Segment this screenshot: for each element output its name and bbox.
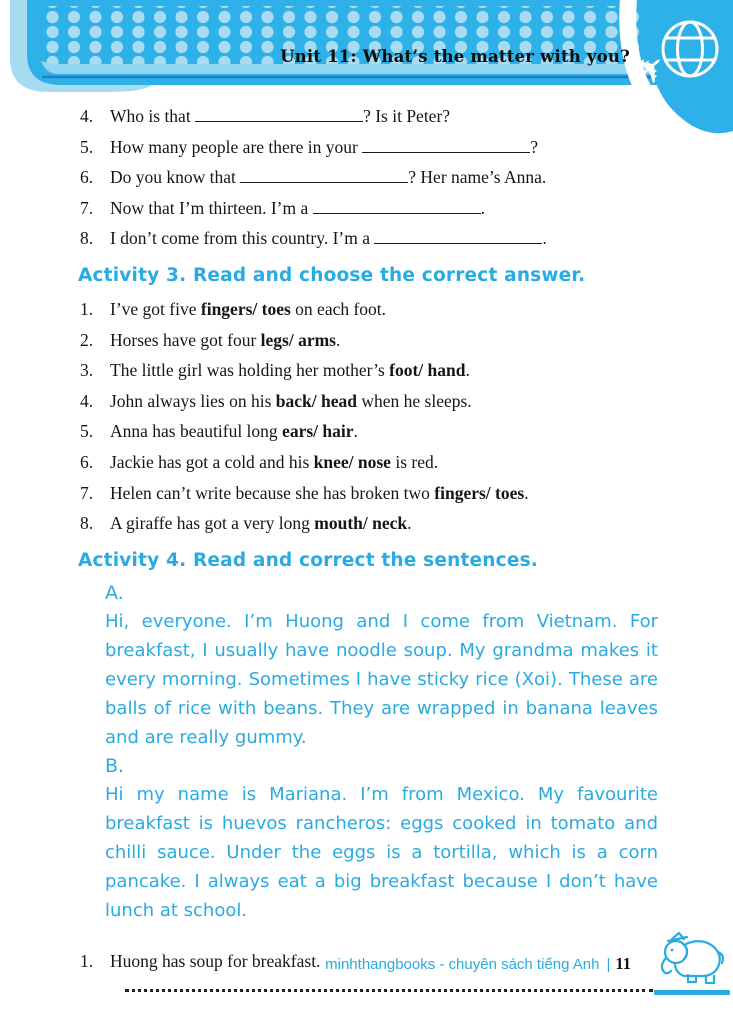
item-number: 2.	[80, 329, 94, 350]
list-item	[80, 355, 658, 386]
item-text: Do you know that ? Her name’s Anna.	[110, 167, 547, 188]
item-number: 3.	[80, 360, 94, 381]
choice-words: back/ head	[275, 390, 357, 411]
item-text: Helen can’t write because she has broken two fingers/ toes.	[110, 482, 529, 503]
list-item	[80, 294, 658, 325]
list-item	[80, 386, 658, 417]
footer-brand: minhthangbooks - chuyên sách tiếng Anh	[325, 956, 600, 973]
paragraph-b: Hi my name is Mariana. I’m from Mexico. My favourite breakfast is huevos rancheros: eggs cooked in tomato and chilli sauce. Under the eggs is a tortilla, which is a corn pancake. I always eat a big breakfast because I don’t have lunch at school.	[105, 783, 658, 921]
item-text: John always lies on his back/ head when he sleeps.	[110, 390, 472, 411]
publisher-logo	[654, 930, 730, 995]
list-item	[80, 101, 658, 132]
choice-words: ears/ hair	[282, 421, 354, 442]
list-item	[80, 416, 658, 447]
fill-in-blank	[313, 199, 481, 214]
item-text: Huong has soup for breakfast.	[110, 950, 321, 971]
item-number: 7.	[80, 482, 94, 503]
activity4-title: Activity 4. Read and correct the sentences.	[78, 549, 539, 571]
list-item	[80, 162, 658, 193]
fill-in-blank	[362, 138, 530, 153]
item-number: 7.	[80, 197, 94, 218]
airplane-icon: ✈	[621, 41, 678, 99]
unit-title: Unit 11: What’s the matter with you?	[280, 47, 630, 66]
item-text: Now that I’m thirteen. I’m a .	[110, 197, 486, 218]
activity3-list	[80, 294, 658, 539]
item-number: 5.	[80, 421, 94, 442]
elephant-logo	[654, 930, 730, 984]
list-item	[80, 325, 658, 356]
item-number: 1.	[80, 298, 94, 319]
choice-words: fingers/ toes	[200, 298, 291, 319]
section-b-label: B.	[105, 754, 125, 777]
item-text: Who is that ? Is it Peter?	[110, 106, 451, 126]
list-item	[80, 132, 658, 163]
footer-separator: |	[606, 956, 611, 973]
choice-words: foot/ hand	[389, 360, 466, 381]
fill-in-list	[80, 101, 658, 254]
item-number: 8.	[80, 228, 94, 249]
item-text: I don’t come from this country. I’m a .	[110, 228, 547, 249]
choice-words: legs/ arms	[260, 329, 336, 350]
item-text: A giraffe has got a very long mouth/ neck.	[110, 513, 412, 534]
footer-text	[325, 954, 631, 974]
list-item	[80, 478, 658, 509]
item-text: I’ve got five fingers/ toes on each foot.	[110, 298, 387, 319]
item-number: 8.	[80, 513, 94, 534]
list-item	[80, 447, 658, 478]
item-text: How many people are there in your ?	[110, 136, 538, 157]
choice-words: mouth/ neck	[314, 513, 408, 534]
item-text: The little girl was holding her mother’s foot/ hand.	[110, 360, 470, 381]
paragraph-a: Hi, everyone. I’m Huong and I come from Vietnam. For breakfast, I usually have noodle soup. My grandma makes it every morning. Sometimes I have sticky rice (Xoi). These are balls of rice with beans. They are wrapped in banana leaves and are really gummy.	[105, 610, 658, 748]
fill-in-blank	[195, 107, 363, 122]
page-content	[80, 101, 658, 992]
list-item	[80, 223, 658, 254]
fill-in-blank	[374, 230, 542, 245]
choice-words: knee/ nose	[313, 451, 391, 472]
page-number: 11	[615, 954, 631, 973]
list-item	[80, 508, 658, 539]
section-a-label: A.	[105, 581, 124, 604]
item-number: 4.	[80, 106, 94, 126]
fill-in-blank	[240, 168, 408, 183]
item-number: 4.	[80, 390, 94, 411]
item-text: Jackie has got a cold and his knee/ nose is red.	[110, 451, 439, 472]
choice-words: fingers/ toes	[434, 482, 525, 503]
item-number: 5.	[80, 136, 94, 157]
activity3-title: Activity 3. Read and choose the correct answer.	[78, 264, 586, 286]
item-number: 6.	[80, 167, 94, 188]
list-item	[80, 193, 658, 224]
item-text: Anna has beautiful long ears/ hair.	[110, 421, 358, 442]
item-number: 1.	[80, 950, 94, 971]
item-number: 6.	[80, 451, 94, 472]
logo-underline	[654, 990, 730, 995]
page-footer	[0, 930, 733, 1000]
item-text: Horses have got four legs/ arms.	[110, 329, 341, 350]
